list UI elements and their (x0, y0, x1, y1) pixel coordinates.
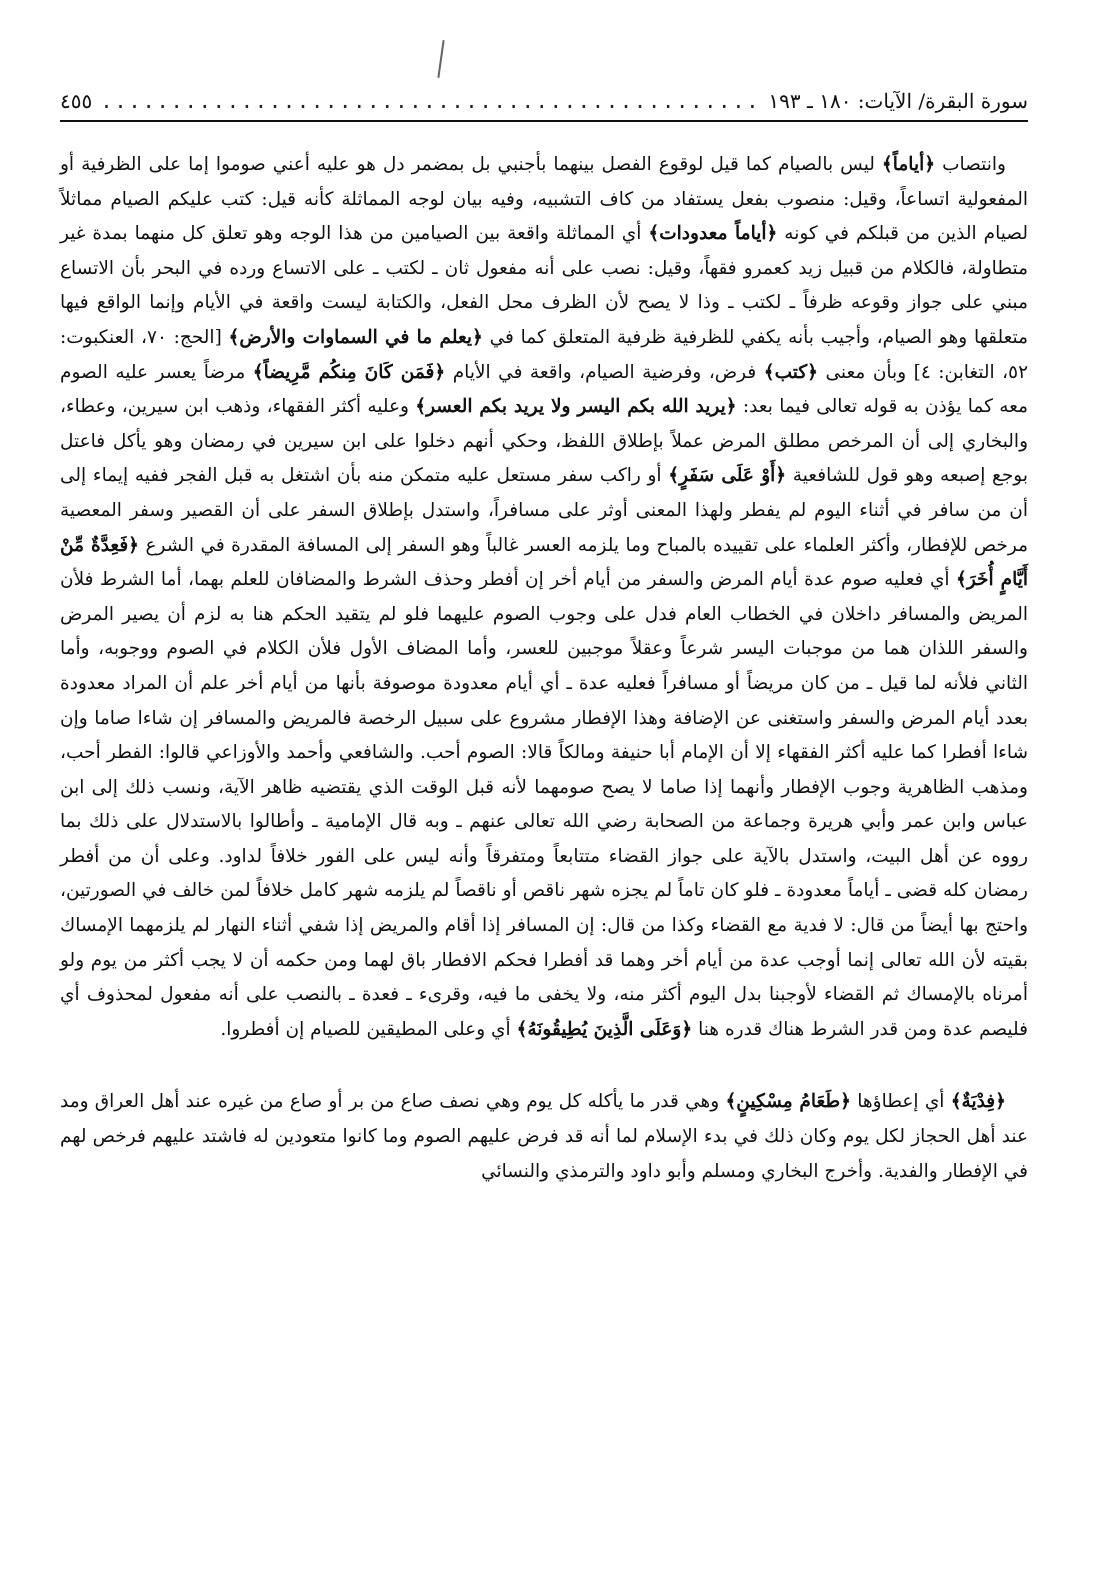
text-run: أي إعطاؤها (851, 1091, 951, 1113)
quran-quote: ﴿أَوْ عَلَى سَفَرٍ﴾ (668, 465, 787, 487)
quran-quote: ﴿فِدْيَةٌ﴾ (950, 1091, 1006, 1113)
quran-quote: ﴿طَعَامُ مِسْكِينٍ﴾ (725, 1091, 851, 1113)
quran-quote: ﴿فَمَن كَانَ مِنكُم مَّرِيضاً﴾ (252, 361, 446, 383)
quran-quote: ﴿يريد الله بكم اليسر ولا يريد بكم العسر﴾ (415, 396, 737, 418)
text-run: وانتصاب (935, 154, 1006, 175)
quran-quote: ﴿وَعَلَى الَّذِينَ يُطِيقُونَهُ﴾ (516, 1018, 693, 1040)
text-run: أي المماثلة واقعة بين الصيامين من هذا الوجه وهو تعلق كل منهما بمدة غير متطاولة، فالكلام من قبيل زيد كعمرو فقهاً، وقيل: نصب على أنه مفعول ثان ـ لكتب ـ على الاتساع ورده في البحر بأن الاتساع مبني على جواز وقوعه ظرفاً ـ لكتب ـ وذا لا يصح لأن الظرف محل الفعل، والكتابة ليست واقعة في الأيام وإنما الواقع فيها متعلقها وهو الصيام، وأجيب بأنه يكفي للظرفية ظرفية المتعلق كما في (60, 223, 1029, 348)
text-run: [الحج: ٧٠، العنكبوت: ٥٢، التغابن: ٤] وبأن معنى (60, 326, 1029, 383)
text-run: مرضاً يعسر عليه الصوم معه كما يؤذن به قوله تعالى فيما بعد: (60, 361, 1028, 418)
text-run: أو راكب سفر مستعل عليه متمكن منه بأن اشتغل به قبل الفجر ففيه إيماء إلى أن من سافر في أثناء اليوم لم يفطر ولهذا المعنى أوثر على مسافراً، واستدل بإطلاق السفر على أن القصير وسفر المعصية مرخص للإفطار، وأكثر العلماء على تقييده بالمباح وما يلزمه العسر غالباً وهو السفر إلى المسافة المقدرة في الشرع (60, 465, 1028, 556)
quran-quote: ﴿كتب﴾ (763, 361, 818, 383)
page-number: ٤٥٥ (60, 89, 93, 113)
text-run: وهي قدر ما يأكله كل يوم وهي نصف صاع من بر أو صاع من غيره عند أهل العراق ومد عند أهل الحجاز لكل يوم وكان ذلك في بدء الإسلام لما أنه قد فرض عليهم الصوم وما كانوا متعودين له فاشتد عليهم فرخص لهم في الإفطار والفدية. وأخرج البخاري ومسلم وأبو داود والترمذي والنسائي (60, 1091, 1028, 1182)
scan-mark (437, 40, 444, 78)
paragraph-2 (60, 1085, 1028, 1189)
header-rule (60, 120, 1028, 122)
surah-title: سورة البقرة/ الآيات: ١٨٠ ـ ١٩٣ (768, 89, 1028, 113)
text-run: أي فعليه صوم عدة أيام المرض والسفر من أيام أخر إن أفطر وحذف الشرط والمضافان للعلم بهما، أما الشرط فلأن المريض والمسافر داخلان في الخطاب العام فدل على وجوب الصوم عليهما فلو لم يتقيد الحكم هنا به لزم أن يصير المرض والسفر اللذان هما من موجبات اليسر شرعاً وعقلاً موجبين للعسر، وأما المضاف الأول فلأن الكلام في الصوم ووجوبه، وأما الثاني فلأنه لما قيل ـ من كان مريضاً أو مسافراً فعليه عدة ـ أي أيام معدودة موصوفة بأنها من أيام أخر علم أن المراد معدودة بعدد أيام المرض والسفر واستغنى عن الإضافة وهذا الإفطار مشروع على سبيل الرخصة فالمريض والمسافر إن شاءا صاما وإن شاءا أفطرا كما عليه أكثر الفقهاء إلا أن الإمام أبا حنيفة ومالكاً قالا: الصوم أحب. والشافعي وأحمد والأوزاعي قالوا: الفطر أحب، ومذهب الظاهرية وجوب الإفطار وأنهما إذا صاما لا يصح صومهما لأنه قبل الوقت الذي يقتضيه ظاهر الآية، ونسب ذلك إلى ابن عباس وابن عمر وأبي هريرة وجماعة من الصحابة رضي الله تعالى عنهم ـ وبه قال الإمامية ـ وأطالوا بالاستدلال على ذلك بما رووه عن أهل البيت، واستدل بالآية على جواز القضاء متتابعاً ومتفرقاً وأنه ليس على الفور خلافاً لداود. وعلى أن من أفطر رمضان كله قضى ـ أياماً معدودة ـ فلو كان تاماً لم يجزه شهر ناقص أو ناقصاً لم يلزمه شهر كامل خلافاً لمن خالف في الصورتين، واحتج بها أيضاً من قال: لا فدية مع القضاء وكذا من قال: إن المسافر إذا أقام والمريض إذا شفي أثناء النهار لم يلزمهما الإمساك بقيته لأن الله تعالى إنما أوجب عدة من أيام أخر وهما قد أفطرا فحكم الافطار باق لهما ومن حكمه أن لا يجب أكثر من يوم ولو أمرناه بالإمساك ثم القضاء لأوجبنا بدل اليوم أكثر منه، ولا يخفى ما فيه، وقرىء ـ فعدة ـ بالنصب على أنه مفعول لمحذوف أي فليصم عدة ومن قدر الشرط هناك قدره هنا (60, 569, 1029, 1040)
text-run: فرض، وفرضية الصيام، واقعة في الأيام (445, 361, 764, 383)
text-run: أي وعلى المطيقين للصيام إن أفطروا. (220, 1018, 517, 1040)
text-run: ليس بالصيام كما قيل لوقوع الفصل بينهما بأجنبي بل بمضمر دل هو عليه أعني صوموا إما على الظرفية أو المفعولية اتساعاً، وقيل: منصوب بفعل يستفاد من كاف التشبيه، وفيه بيان لوجه المماثلة كأنه قيل: كتب عليكم الصيام مماثلاً لصيام الذين من قبلكم في كونه (60, 154, 1028, 245)
quran-quote: ﴿يعلم ما في السماوات والأرض﴾ (228, 326, 483, 348)
quran-quote: ﴿أياماً﴾ (881, 154, 936, 175)
quran-quote: ﴿فَعِدَّةٌ مِّنْ أَيَّامٍ أُخَرَ﴾ (60, 534, 1028, 591)
commentary-body (60, 148, 1028, 1189)
running-header (60, 86, 1028, 116)
leader-dots: ............................................... (100, 89, 761, 113)
quran-quote: ﴿أياماً معدودات﴾ (648, 223, 778, 245)
paragraph-1 (60, 148, 1028, 1047)
text-run: وعليه أكثر الفقهاء، وذهب ابن سيرين، وعطاء، والبخاري إلى أن المرخص مطلق المرض عملاً بإطلاق اللفظ، وحكي أنهم دخلوا على ابن سيرين في رمضان وهو يأكل فاعتل بوجع إصبعه وهو قول للشافعية (60, 396, 1028, 487)
